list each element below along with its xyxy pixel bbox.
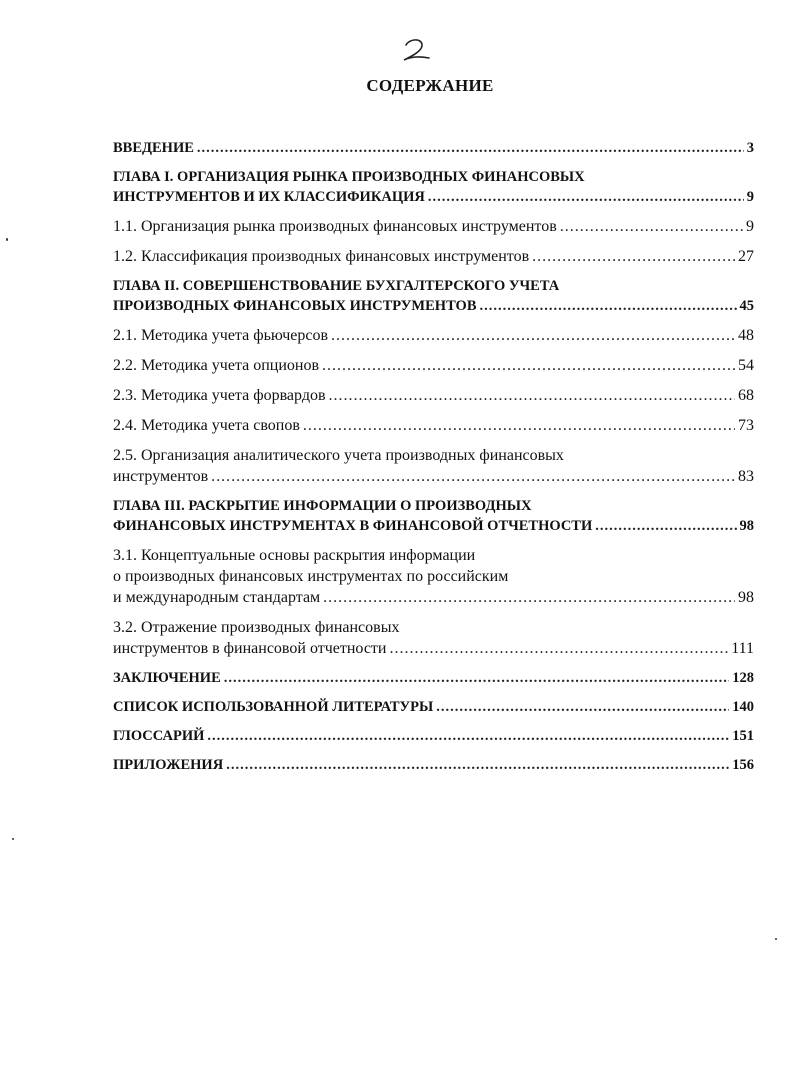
scan-speck (12, 838, 14, 840)
toc-entry-text-line: ЗАКЛЮЧЕНИЕ (113, 670, 221, 686)
toc-page-number: 3 (746, 140, 754, 156)
dot-leader (226, 755, 729, 775)
dot-leader (532, 246, 735, 267)
handwritten-page-number (396, 36, 436, 64)
toc-entry-text-line: 3.2. Отражение производных финансовых (113, 619, 400, 636)
toc-entry-text-line: СПИСОК ИСПОЛЬЗОВАННОЙ ЛИТЕРАТУРЫ (113, 699, 434, 715)
toc-entry (113, 726, 754, 746)
dot-leader (436, 697, 729, 717)
toc-entry-text-line: 2.5. Организация аналитического учета производных финансовых (113, 447, 564, 464)
dot-leader (322, 355, 735, 376)
dot-leader (329, 385, 735, 406)
toc-entry (113, 445, 754, 487)
toc-page-number: 27 (738, 248, 754, 265)
dot-leader (595, 516, 736, 536)
toc-entry-text-line: инструментов (113, 468, 209, 485)
dot-leader (197, 138, 744, 158)
dot-leader (331, 325, 735, 346)
toc-entry-text-line: 2.1. Методика учета фьючерсов (113, 327, 329, 344)
dot-leader (207, 726, 729, 746)
toc-entry (113, 617, 754, 659)
dot-leader (323, 587, 735, 608)
toc-entry (113, 276, 754, 316)
toc-entry-text-line: ВВЕДЕНИЕ (113, 140, 194, 156)
toc-entry (113, 496, 754, 536)
dot-leader (480, 296, 737, 316)
table-of-contents (113, 138, 754, 784)
toc-entry-text-line: и международным стандартам (113, 589, 321, 606)
dot-leader (428, 187, 744, 207)
toc-page-number: 156 (732, 757, 754, 773)
handwritten-two-icon (396, 36, 436, 64)
toc-page-number: 128 (732, 670, 754, 686)
toc-page-number: 9 (746, 189, 754, 205)
toc-page-number: 111 (731, 640, 754, 657)
scan-speck (775, 938, 777, 940)
toc-entry-text-line: ФИНАНСОВЫХ ИНСТРУМЕНТАХ В ФИНАНСОВОЙ ОТЧЕТНОСТИ (113, 518, 593, 534)
toc-entry (113, 246, 754, 267)
toc-entry-text-line: о производных финансовых инструментах по российским (113, 568, 509, 585)
page-title: СОДЕРЖАНИЕ (366, 76, 494, 95)
toc-entry (113, 697, 754, 717)
toc-entry (113, 545, 754, 608)
dot-leader (389, 638, 728, 659)
toc-entry-text-line: инструментов в финансовой отчетности (113, 640, 387, 657)
toc-entry-text-line: ГЛАВА III. РАСКРЫТИЕ ИНФОРМАЦИИ О ПРОИЗВОДНЫХ (113, 498, 532, 514)
toc-entry-text-line: ПРИЛОЖЕНИЯ (113, 757, 224, 773)
toc-entry (113, 415, 754, 436)
toc-page-number: 83 (738, 468, 754, 485)
toc-page-number: 9 (746, 218, 754, 235)
toc-page-number: 151 (732, 728, 754, 744)
toc-page-number: 98 (739, 518, 754, 534)
toc-page-number: 68 (738, 387, 754, 404)
toc-entry-text-line: 2.4. Методика учета свопов (113, 417, 300, 434)
toc-entry-text-line: 1.1. Организация рынка производных финансовых инструментов (113, 218, 557, 235)
toc-page-number: 140 (732, 699, 754, 715)
toc-entry-text-line: ГЛАВА II. СОВЕРШЕНСТВОВАНИЕ БУХГАЛТЕРСКОГО УЧЕТА (113, 278, 560, 294)
toc-entry-text-line: ИНСТРУМЕНТОВ И ИХ КЛАССИФИКАЦИЯ (113, 189, 425, 205)
dot-leader (303, 415, 735, 436)
toc-entry (113, 385, 754, 406)
toc-entry-text-line: 2.3. Методика учета форвардов (113, 387, 326, 404)
scan-speck (6, 238, 8, 241)
toc-page-number: 45 (739, 298, 754, 314)
toc-entry-text-line: ГЛАВА I. ОРГАНИЗАЦИЯ РЫНКА ПРОИЗВОДНЫХ ФИНАНСОВЫХ (113, 169, 585, 185)
dot-leader (224, 668, 729, 688)
toc-entry-text-line: 3.1. Концептуальные основы раскрытия информации (113, 547, 476, 564)
toc-page-number: 54 (738, 357, 754, 374)
toc-entry (113, 355, 754, 376)
toc-entry (113, 755, 754, 775)
toc-entry (113, 668, 754, 688)
dot-leader (560, 216, 743, 237)
toc-page-number: 98 (738, 589, 754, 606)
toc-entry (113, 216, 754, 237)
toc-page-number: 48 (738, 327, 754, 344)
toc-page-number: 73 (738, 417, 754, 434)
toc-entry (113, 325, 754, 346)
dot-leader (211, 466, 735, 487)
toc-entry-text-line: 2.2. Методика учета опционов (113, 357, 320, 374)
toc-entry-text-line: ГЛОССАРИЙ (113, 728, 205, 744)
toc-entry-text-line: 1.2. Классификация производных финансовых инструментов (113, 248, 530, 265)
toc-entry (113, 167, 754, 207)
toc-entry-text-line: ПРОИЗВОДНЫХ ФИНАНСОВЫХ ИНСТРУМЕНТОВ (113, 298, 477, 314)
toc-entry (113, 138, 754, 158)
